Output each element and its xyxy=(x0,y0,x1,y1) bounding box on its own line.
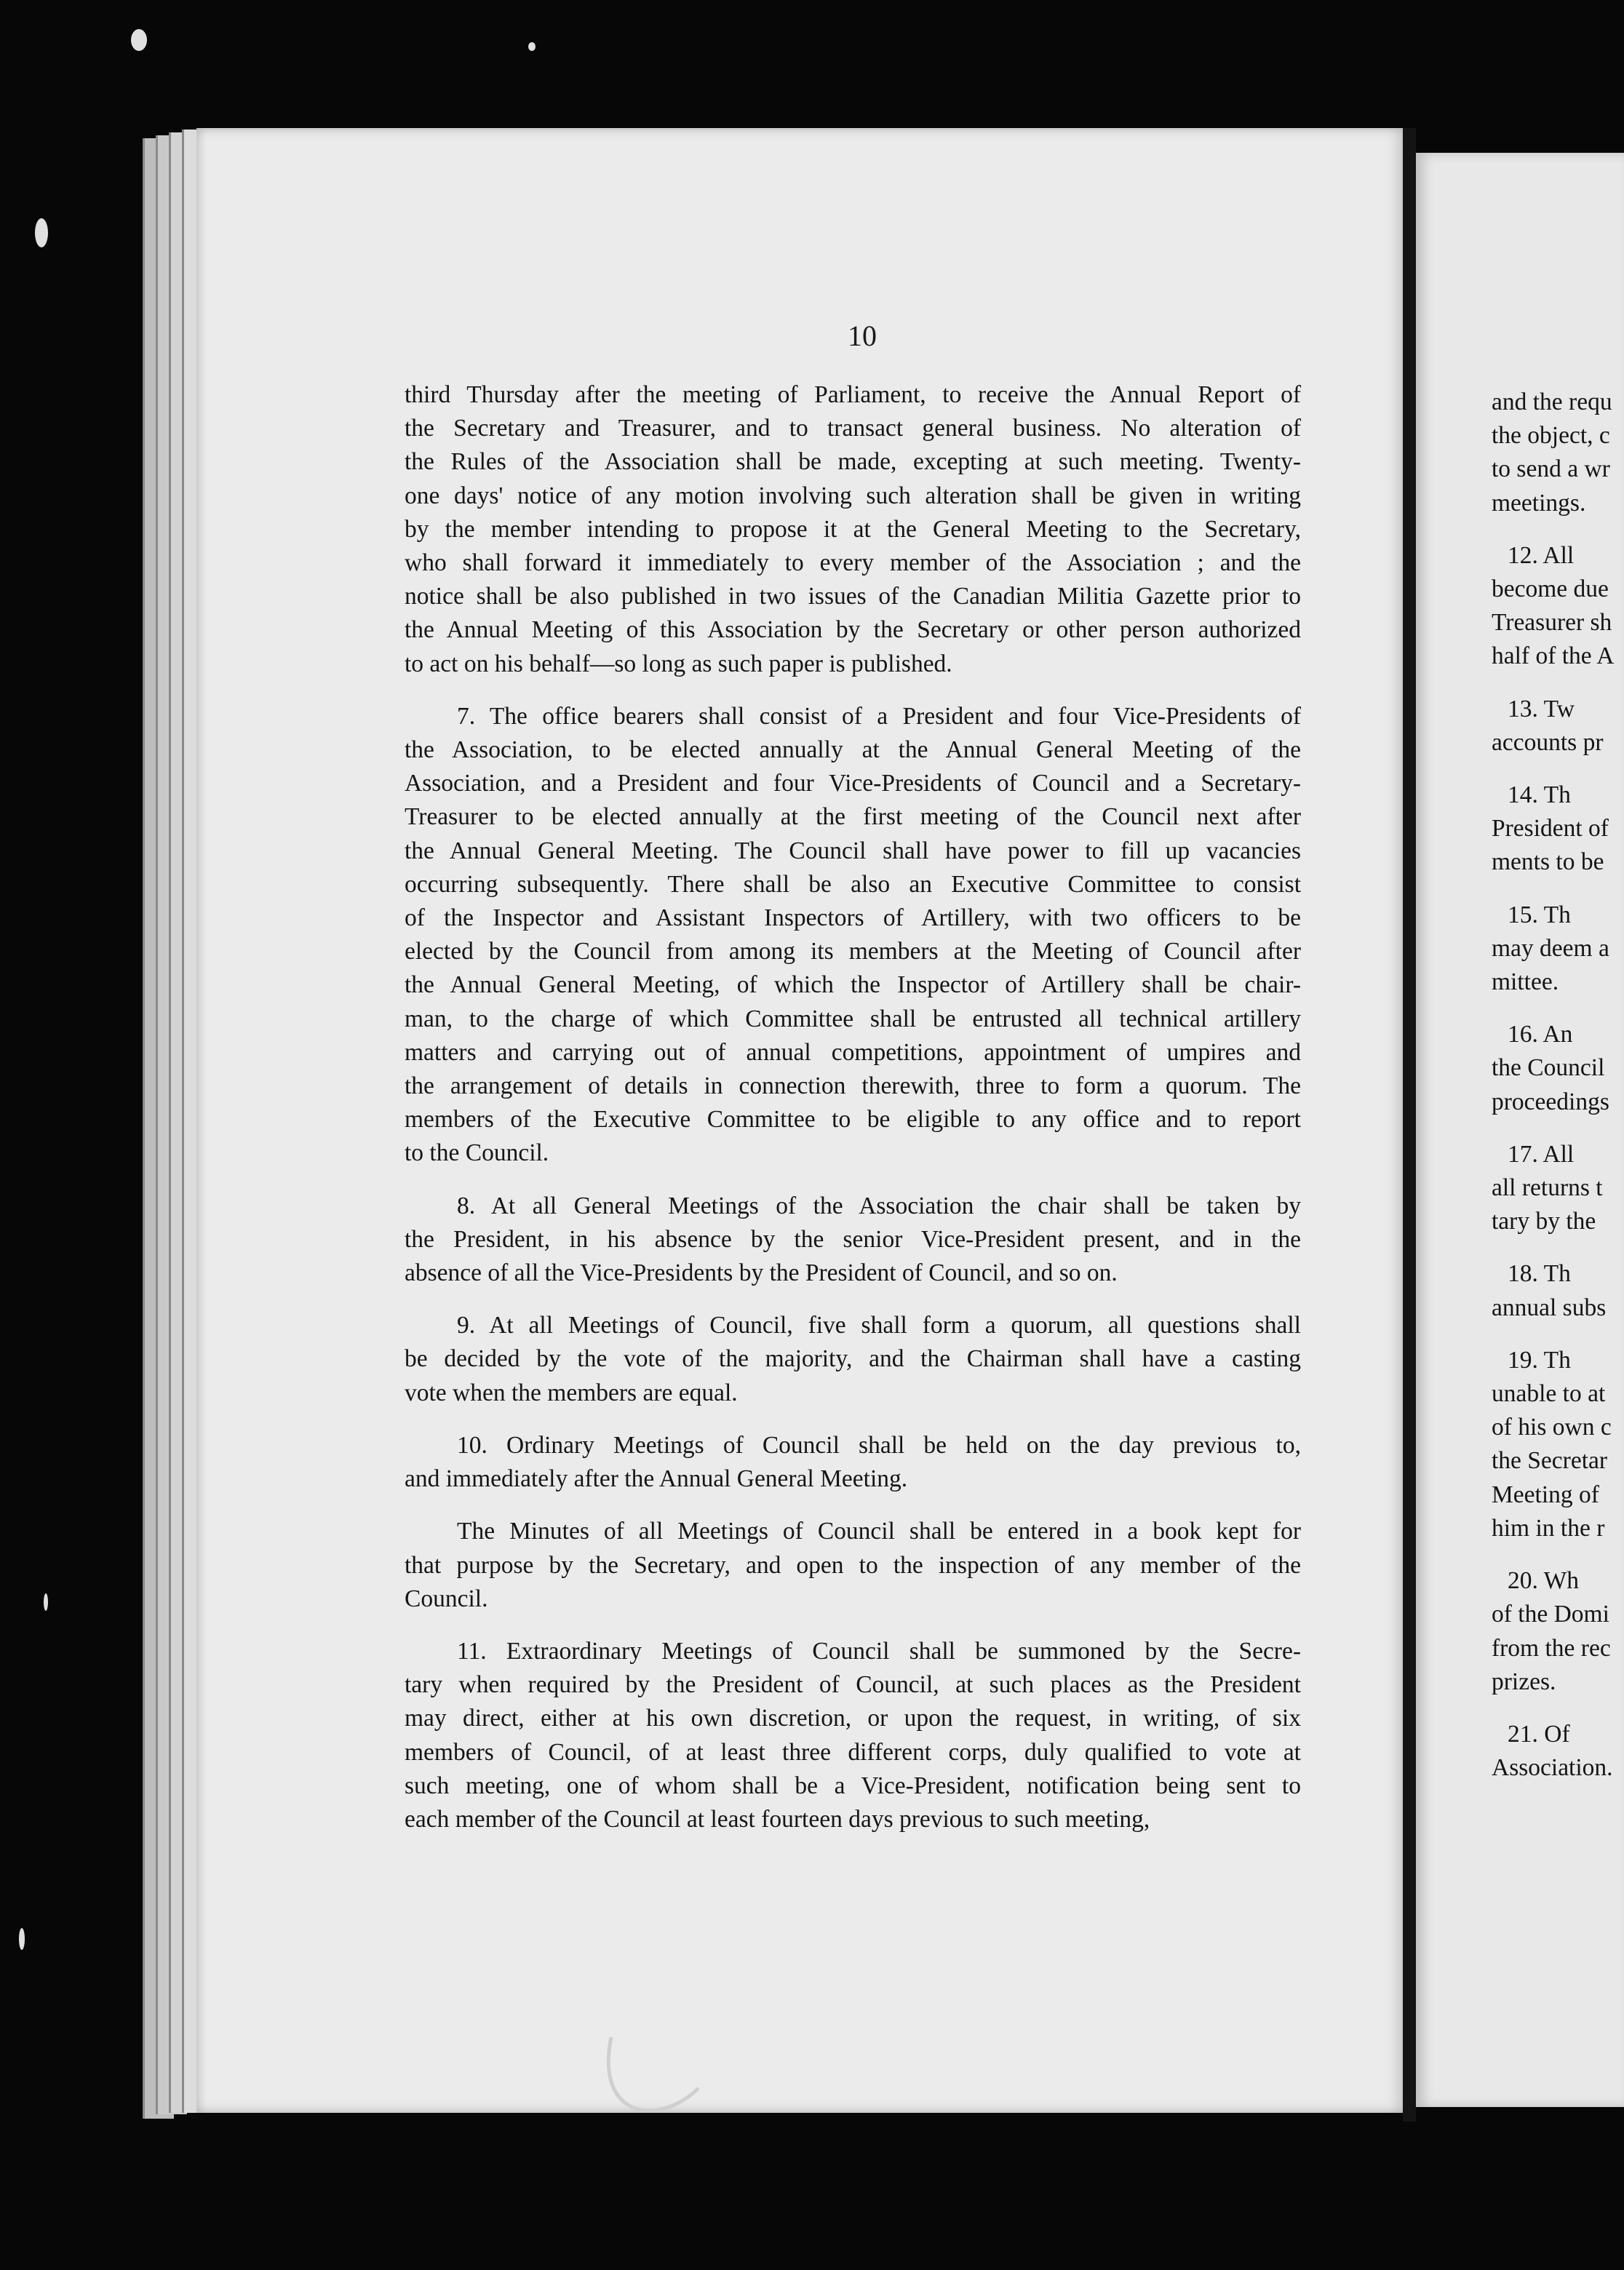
fragment-line: all returns t xyxy=(1492,1174,1603,1202)
text-line: the Rules of the Association shall be made, excepting at such meeting. Twenty- xyxy=(405,448,1301,476)
fragment-paragraph xyxy=(1492,1564,1624,1699)
fragment-line: of his own c xyxy=(1492,1414,1612,1441)
text-line: occurring subsequently. There shall be also an Executive Committee to consist xyxy=(405,870,1301,898)
fragment-line: 13. Tw xyxy=(1508,695,1575,722)
paragraph xyxy=(405,1429,1301,1496)
fragment-line: 18. Th xyxy=(1508,1260,1571,1288)
fragment-line: him in the r xyxy=(1492,1514,1605,1542)
text-line: and immediately after the Annual General Meeting. xyxy=(405,1465,908,1493)
text-line: who shall forward it immediately to every member of the Association ; and the xyxy=(405,549,1301,577)
book-spine xyxy=(1403,128,1416,2122)
fragment-paragraph xyxy=(1492,1718,1624,1785)
fragment-line: accounts pr xyxy=(1492,728,1604,756)
text-line: the Annual Meeting of this Association by the Secretary or other person authorized xyxy=(405,616,1301,644)
text-line: 8. At all General Meetings of the Association the chair shall be taken by xyxy=(457,1192,1301,1219)
fragment-line: 21. Of xyxy=(1508,1720,1570,1748)
fragment-line: 20. Wh xyxy=(1508,1567,1580,1595)
text-line: the Association, to be elected annually at the Annual General Meeting of the xyxy=(405,736,1301,764)
fragment-paragraph xyxy=(1492,693,1624,760)
pencil-scribble-mark xyxy=(597,2030,706,2117)
text-line: The Minutes of all Meetings of Council shall be entered in a book kept for xyxy=(457,1518,1301,1545)
text-line: tary when required by the President of Council, at such places as the President xyxy=(405,1671,1301,1699)
text-line: absence of all the Vice-Presidents by the President of Council, and so on. xyxy=(405,1259,1118,1287)
text-line: third Thursday after the meeting of Parliament, to receive the Annual Report of xyxy=(405,381,1301,408)
fragment-line: 15. Th xyxy=(1508,901,1571,928)
fragment-line: the Secretar xyxy=(1492,1447,1608,1475)
text-line: the President, in his absence by the senior Vice-President present, and in the xyxy=(405,1225,1301,1253)
text-line: 9. At all Meetings of Council, five shall form a quorum, all questions shall xyxy=(457,1312,1301,1339)
text-line: man, to the charge of which Committee shall be entrusted all technical artillery xyxy=(405,1005,1301,1032)
text-line: members of the Executive Committee to be eligible to any office and to report xyxy=(405,1106,1301,1134)
paragraph xyxy=(405,700,1301,1171)
right-page-text-fragments xyxy=(1492,386,1624,1804)
text-line: Treasurer to be elected annually at the first meeting of the Council next after xyxy=(405,803,1301,831)
fragment-line: become due xyxy=(1492,576,1609,603)
fragment-line: mittee. xyxy=(1492,968,1559,996)
fragment-line: 17. All xyxy=(1508,1140,1575,1168)
text-line: one days' notice of any motion involving such alteration shall be given in writing xyxy=(405,482,1301,509)
text-line: 7. The office bearers shall consist of a President and four Vice-Presidents of xyxy=(457,702,1301,730)
fragment-paragraph xyxy=(1492,899,1624,1000)
fragment-line: and the requ xyxy=(1492,389,1612,415)
fragment-line: President of xyxy=(1492,815,1609,843)
text-line: such meeting, one of whom shall be a Vice-President, notification being sent to xyxy=(405,1772,1301,1799)
fragment-line: 19. Th xyxy=(1508,1346,1571,1374)
fragment-paragraph xyxy=(1492,1018,1624,1119)
text-line: vote when the members are equal. xyxy=(405,1379,738,1406)
text-line: Council. xyxy=(405,1585,488,1612)
fragment-line: the Council xyxy=(1492,1054,1605,1082)
text-line: by the member intending to propose it at the General Meeting to the Secretary, xyxy=(405,515,1301,543)
fragment-line: prizes. xyxy=(1492,1668,1556,1695)
fragment-line: may deem a xyxy=(1492,934,1609,962)
fragment-line: Treasurer sh xyxy=(1492,609,1612,637)
speck xyxy=(19,1928,25,1950)
paragraph xyxy=(405,1309,1301,1410)
text-line: of the Inspector and Assistant Inspectors of Artillery, with two officers to be xyxy=(405,904,1301,932)
text-line: the Annual General Meeting, of which the Inspector of Artillery shall be chair- xyxy=(405,971,1301,999)
text-line: the Secretary and Treasurer, and to transact general business. No alteration of xyxy=(405,415,1301,442)
text-line: to the Council. xyxy=(405,1139,549,1167)
fragment-line: to send a wr xyxy=(1492,455,1610,483)
fragment-line: 14. Th xyxy=(1508,781,1571,809)
text-line: Association, and a President and four Vice-Presidents of Council and a Secretary- xyxy=(405,770,1301,797)
text-line: 11. Extraordinary Meetings of Council shall be summoned by the Secre- xyxy=(457,1637,1301,1665)
text-line: be decided by the vote of the majority, and the Chairman shall have a casting xyxy=(405,1345,1301,1373)
fragment-line: the object, c xyxy=(1492,422,1610,450)
text-line: 10. Ordinary Meetings of Council shall be held on the day previous to, xyxy=(457,1431,1301,1459)
text-line: notice shall be also published in two issues of the Canadian Militia Gazette prior to xyxy=(405,583,1301,610)
fragment-line: tary by the xyxy=(1492,1208,1596,1235)
fragment-line: Meeting of xyxy=(1492,1481,1599,1508)
fragment-line: annual subs xyxy=(1492,1294,1607,1321)
fragment-line: proceedings xyxy=(1492,1088,1609,1115)
paragraph xyxy=(405,378,1301,681)
paragraph xyxy=(405,1515,1301,1616)
text-line: to act on his behalf—so long as such paper is published. xyxy=(405,650,952,677)
speck xyxy=(131,29,147,51)
fragment-paragraph xyxy=(1492,539,1624,674)
text-line: elected by the Council from among its members at the Meeting of Council after xyxy=(405,938,1301,965)
text-line: the arrangement of details in connection therewith, three to form a quorum. The xyxy=(405,1072,1301,1100)
fragment-line: half of the A xyxy=(1492,642,1615,670)
paragraph xyxy=(405,1635,1301,1836)
speck xyxy=(528,42,536,51)
fragment-paragraph xyxy=(1492,778,1624,880)
fragment-paragraph xyxy=(1492,1138,1624,1239)
fragment-line: 12. All xyxy=(1508,541,1575,569)
text-line: the Annual General Meeting. The Council shall have power to fill up vacancies xyxy=(405,837,1301,864)
text-line: matters and carrying out of annual competitions, appointment of umpires and xyxy=(405,1038,1301,1066)
text-line: each member of the Council at least fourteen days previous to such meeting, xyxy=(405,1805,1150,1833)
fragment-line: ments to be xyxy=(1492,848,1604,876)
fragment-paragraph xyxy=(1492,386,1624,520)
page-number: 10 xyxy=(848,319,877,352)
fragment-line: meetings. xyxy=(1492,489,1586,517)
fragment-line: of the Domi xyxy=(1492,1601,1609,1628)
text-line: members of Council, of at least three different corps, duly qualified to vote at xyxy=(405,1738,1301,1766)
fragment-line: 16. An xyxy=(1508,1021,1573,1048)
fragment-paragraph xyxy=(1492,1257,1624,1324)
fragment-line: from the rec xyxy=(1492,1634,1611,1662)
fragment-line: unable to at xyxy=(1492,1380,1606,1408)
left-page-text xyxy=(405,378,1301,1855)
fragment-paragraph xyxy=(1492,1344,1624,1545)
speck xyxy=(44,1593,48,1611)
fragment-line: Association. xyxy=(1492,1754,1613,1782)
speck xyxy=(35,218,48,247)
text-line: that purpose by the Secretary, and open to the inspection of any member of the xyxy=(405,1551,1301,1579)
text-line: may direct, either at his own discretion, or upon the request, in writing, of six xyxy=(405,1705,1301,1732)
paragraph xyxy=(405,1190,1301,1291)
